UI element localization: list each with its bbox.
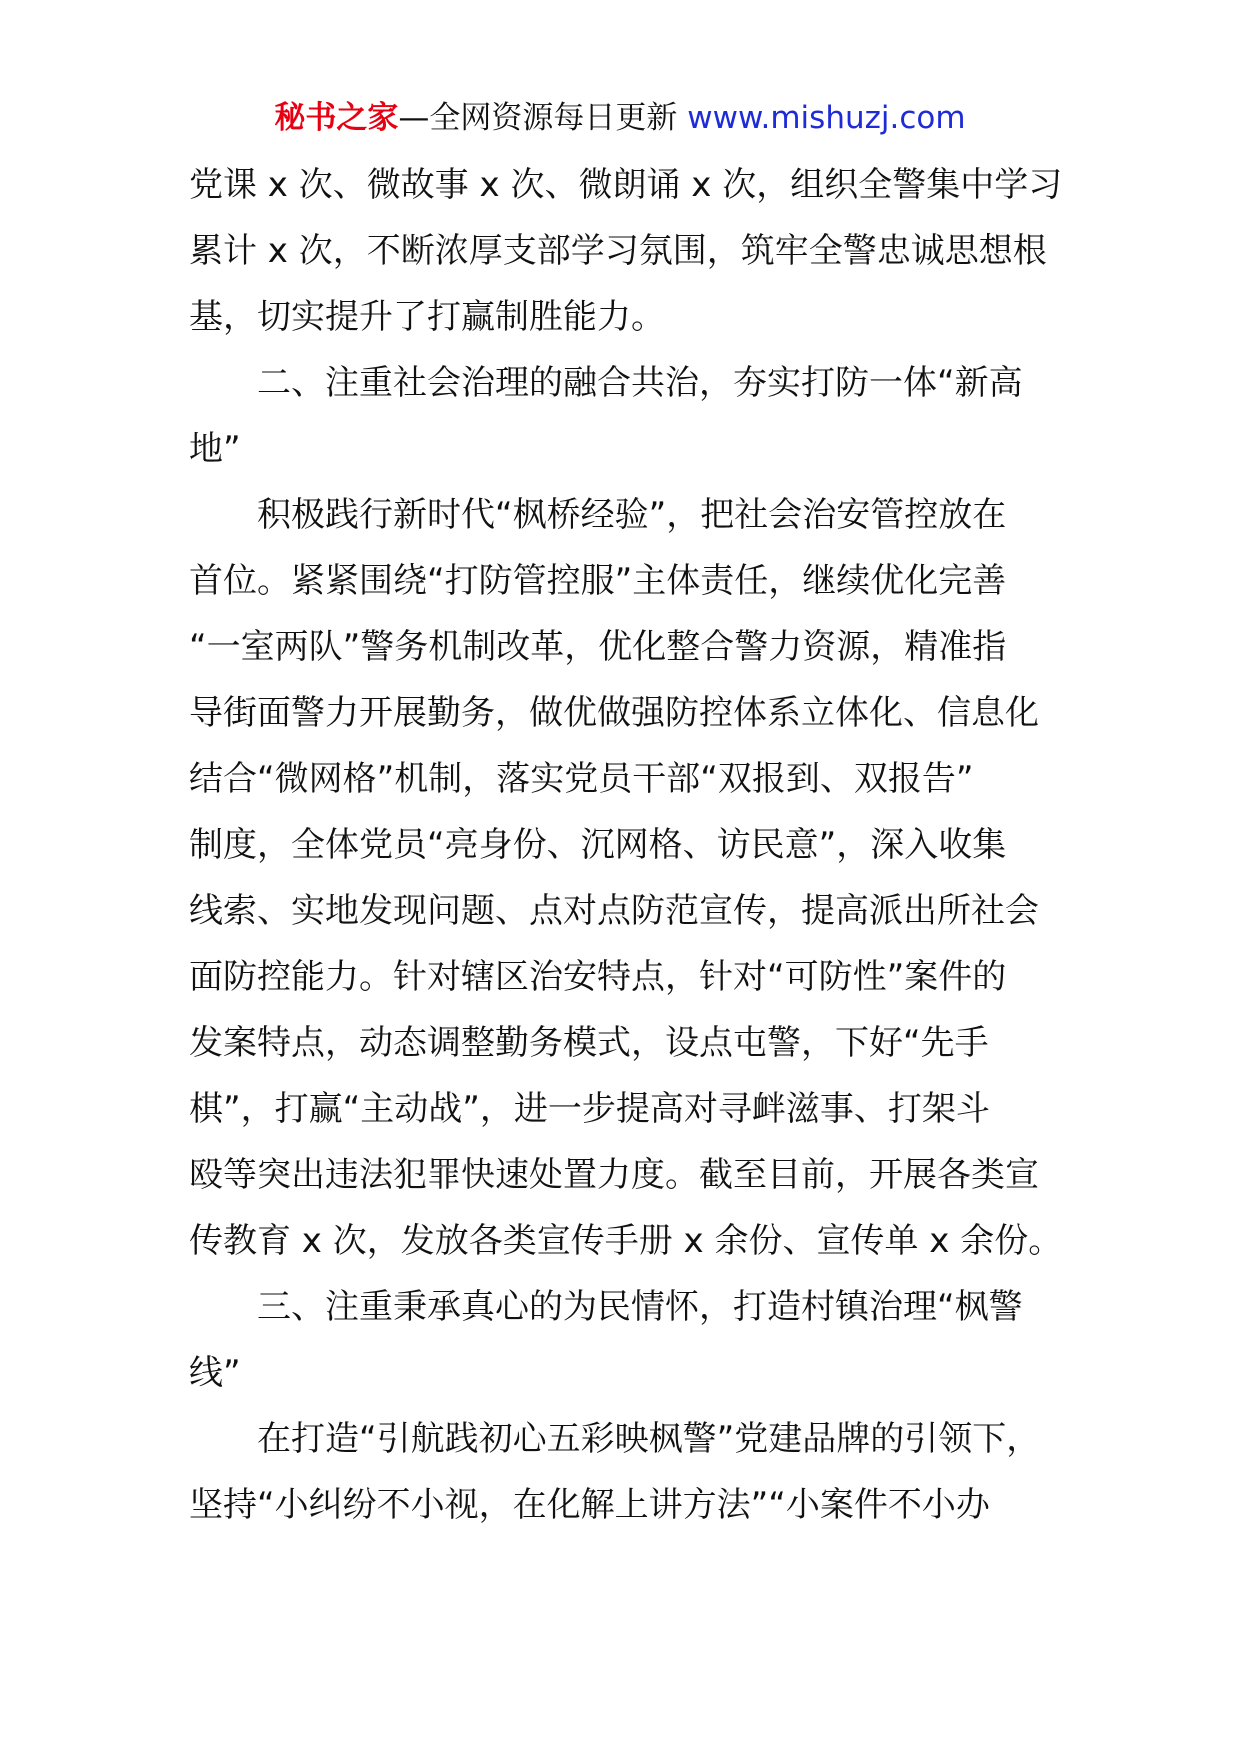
text-line: 传教育 x 次，发放各类宣传手册 x 余份、宣传单 x 余份。 [189,1221,1063,1261]
text-line: 面防控能力。针对辖区治安特点，针对“可防性”案件的 [189,957,1007,997]
text-line: 线索、实地发现问题、点对点防范宣传，提高派出所社会 [189,891,1039,931]
site-header [0,98,1240,138]
text-line: 首位。紧紧围绕“打防管控服”主体责任，继续优化完善 [189,561,1007,601]
text-line: “一室两队”警务机制改革，优化整合警力资源，精准指 [189,627,1007,667]
section-heading-line: 三、注重秉承真心的为民情怀，打造村镇治理“枫警 [257,1287,1023,1327]
site-tagline: —全网资源每日更新 [398,100,688,136]
text-line: 殴等突出违法犯罪快速处置力度。截至目前，开展各类宣 [189,1155,1039,1195]
text-line: 导街面警力开展勤务，做优做强防控体系立体化、信息化 [189,693,1039,733]
text-line: 基，切实提升了打赢制胜能力。 [189,297,665,337]
text-line: 结合“微网格”机制，落实党员干部“双报到、双报告” [189,759,974,799]
text-line: 制度，全体党员“亮身份、沉网格、访民意”，深入收集 [189,825,1007,865]
text-line: 棋”，打赢“主动战”，进一步提高对寻衅滋事、打架斗 [189,1089,990,1129]
section-heading-line: 二、注重社会治理的融合共治，夯实打防一体“新高 [257,363,1023,403]
text-line: 累计 x 次，不断浓厚支部学习氛围，筑牢全警忠诚思想根 [189,231,1047,271]
site-url-link[interactable]: www.mishuzj.com [687,100,966,136]
section-heading-line: 地” [189,429,241,469]
document-body [189,152,1089,1538]
text-line: 在打造“引航践初心五彩映枫警”党建品牌的引领下， [257,1419,1041,1459]
text-line: 积极践行新时代“枫桥经验”，把社会治安管控放在 [257,495,1007,535]
text-line: 发案特点，动态调整勤务模式，设点屯警，下好“先手 [189,1023,989,1063]
text-line: 坚持“小纠纷不小视，在化解上讲方法”“小案件不小办 [189,1485,990,1525]
section-heading-line: 线” [189,1353,241,1393]
site-brand: 秘书之家 [274,100,399,136]
text-line: 党课 x 次、微故事 x 次、微朗诵 x 次，组织全警集中学习 [189,165,1063,205]
